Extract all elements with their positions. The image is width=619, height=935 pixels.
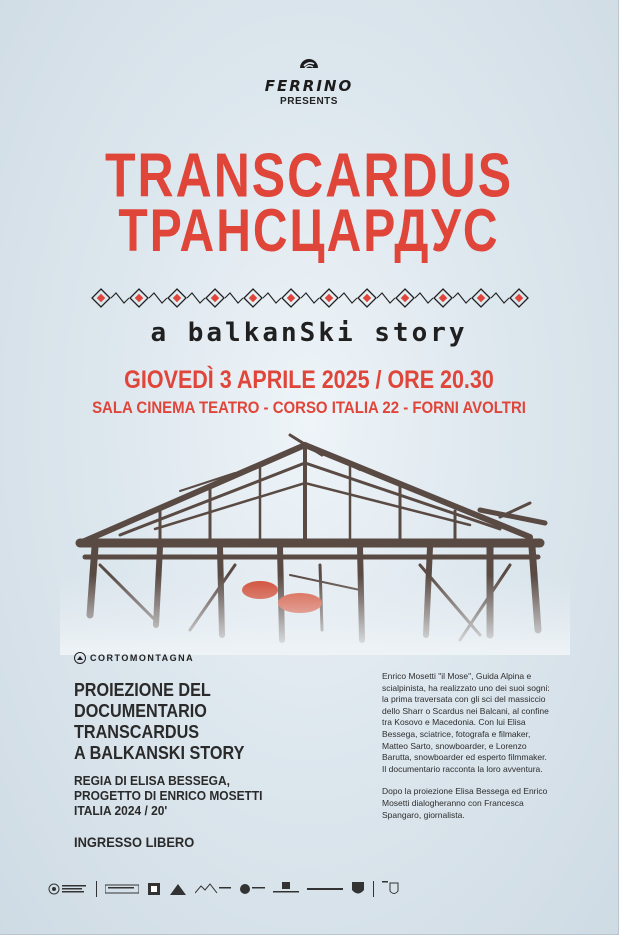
ornament-red-square [325,294,333,302]
sponsor-logo [195,883,231,895]
ornament-zigzag [491,293,509,303]
ornament-red-square [363,294,371,302]
ferrino-logo [0,52,618,107]
mountain-circle-icon [74,652,86,664]
sponsor-logo [48,883,88,895]
foundation-logo-icon [273,882,299,896]
ornament-zigzag [301,293,319,303]
ornament-zigzag [263,293,281,303]
ornament-red-square [515,294,523,302]
balkan-pattern-ornament [82,287,538,309]
credit-line: PROGETTO DI ENRICO MOSETTI [74,788,263,803]
ornament-red-square [401,294,409,302]
ornament-zigzag [111,293,129,303]
event-date-time: GIOVEDÌ 3 APRILE 2025 / ORE 20.30 [124,366,494,394]
presents-label: PRESENTS [280,96,338,107]
credit-line: ITALIA 2024 / 20' [74,803,168,818]
sponsor-mark [105,883,139,895]
projection-line: PROIEZIONE DEL [74,680,211,700]
cortomontagna-logo [74,652,194,664]
sponsor-logo [239,883,265,895]
ornament-red-square [287,294,295,302]
sponsor-logos-bar [48,878,568,900]
credit-line: REGIA DI ELISA BESSEGA, [74,773,230,788]
event-venue: SALA CINEMA TEATRO - CORSO ITALIA 22 - FORNI AVOLTRI [92,398,526,417]
seal-icon [48,883,60,895]
organizer-label: CORTOMONTAGNA [90,653,195,663]
sponsor-logo [273,882,299,896]
ornament-red-square [173,294,181,302]
projection-line: DOCUMENTARIO [74,701,207,721]
ornament-red-square [211,294,219,302]
projection-line: TRANSCARDUS [74,722,200,742]
ornament-zigzag [339,293,357,303]
subtitle: a balkanSki story [150,318,468,348]
round-logo-icon [239,883,265,895]
ornament-red-square [135,294,143,302]
ornament-red-square [249,294,257,302]
ferrino-emblem-icon [298,52,320,72]
title-latin: TRANSCARDUS [104,140,514,210]
sponsor-logo [105,883,139,895]
title-cyrillic: ТРАНСЦАРДУС [118,198,500,265]
coat-of-arms-icon [351,881,365,897]
ruined-hut-illustration [60,425,570,655]
entry-info: INGRESSO LIBERO [74,834,195,850]
ornament-zigzag [225,293,243,303]
description-paragraph: Enrico Mosetti "il Mose", Guida Alpina e scialpinista, ha realizzato uno dei suoi sogni: la prima traversata con gli sci del massiccio dello Sharr o Scardus nei Balcani, al confine tra Kosovo e Macedonia. Con lui Elisa Bessega, sciatrice, fotografa e filmaker, Matteo Sarto, snowboarder, e Lorenzo Barutta, snowboarder ed esperto filmmaker. Il documentario racconta la loro avventura. [382,671,550,774]
ornament-zigzag [415,293,433,303]
peaks-logo-icon [195,883,231,895]
description-paragraph: Dopo la proiezione Elisa Bessega ed Enrico Mosetti dialogheranno con Francesca Spangaro, giornalista. [382,786,548,820]
film-description [382,671,552,832]
ornament-red-square [439,294,447,302]
sponsor-logo [351,881,365,897]
brand-name: FERRINO [264,77,354,95]
projection-heading [74,680,308,764]
ornament-zigzag [187,293,205,303]
sponsor-text-mark [62,883,88,895]
film-credits [74,773,313,818]
divider [96,881,97,897]
square-emblem-icon [147,882,161,896]
mountain-emblem-icon [169,882,187,896]
projection-line: A BALKANSKI STORY [74,743,245,763]
ornament-red-square [97,294,105,302]
ornament-zigzag [149,293,167,303]
sponsor-logo [307,884,343,894]
sponsor-logo [382,881,404,897]
municipality-crest-icon [382,881,404,897]
divider [373,881,374,897]
sponsor-logo [169,882,187,896]
sponsor-logo [147,882,161,896]
ornament-red-square [477,294,485,302]
wordmark-icon [307,884,343,894]
ornament-zigzag [377,293,395,303]
ornament-zigzag [453,293,471,303]
